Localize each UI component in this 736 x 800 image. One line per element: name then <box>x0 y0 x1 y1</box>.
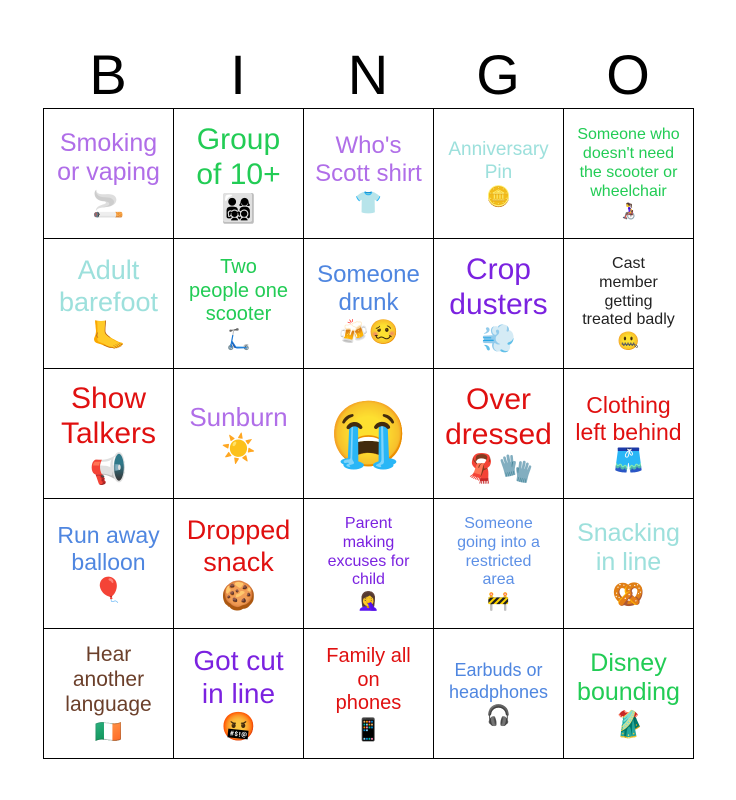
bingo-cell[interactable] <box>304 499 434 629</box>
cell-emoji-icon: 🤬 <box>221 711 256 743</box>
cell-emoji-icon: 🚧 <box>487 591 510 612</box>
bingo-cell[interactable] <box>174 499 304 629</box>
bingo-cell[interactable] <box>564 499 694 629</box>
bingo-cell[interactable] <box>44 499 174 629</box>
cell-emoji-icon: 🥻 <box>612 708 645 739</box>
cell-emoji-icon: 🤦‍♀️ <box>357 591 380 612</box>
cell-label: Group of 10+ <box>196 122 281 192</box>
cell-label: Cast member getting treated badly <box>582 254 675 329</box>
cell-label: Disney bounding <box>577 648 680 707</box>
cell-emoji-icon: 👨‍👩‍👧‍👦 <box>221 193 256 225</box>
cell-emoji-icon: 💨 <box>481 323 516 355</box>
bingo-cell[interactable] <box>434 239 564 369</box>
bingo-cell[interactable] <box>174 629 304 759</box>
cell-emoji-icon: 🦶 <box>91 319 126 351</box>
cell-label: Got cut in line <box>193 645 284 710</box>
cell-emoji-icon: 🇮🇪 <box>94 718 123 744</box>
bingo-cell[interactable] <box>304 629 434 759</box>
cell-label: Family all on phones <box>326 645 411 715</box>
cell-emoji-icon: 🥨 <box>612 578 645 609</box>
bingo-cell[interactable] <box>174 369 304 499</box>
cell-label: Smoking or vaping <box>57 128 160 187</box>
cell-emoji-icon: 👩‍🦽 <box>618 203 639 221</box>
cell-label: Sunburn <box>189 401 288 432</box>
bingo-cell[interactable] <box>434 629 564 759</box>
bingo-cell[interactable] <box>564 369 694 499</box>
cell-label: Adult barefoot <box>58 255 159 318</box>
cell-label: Someone drunk <box>317 260 420 317</box>
bingo-cell[interactable] <box>44 629 174 759</box>
header-letter-o: O <box>606 43 650 106</box>
cell-emoji-icon: 🧣🧤 <box>463 453 534 485</box>
cell-label: Who's Scott shirt <box>315 132 422 188</box>
header-letter-g: G <box>476 43 520 106</box>
cell-label: Crop dusters <box>449 252 548 322</box>
cell-label: Someone going into a restricted area <box>457 514 540 589</box>
cell-label: Run away balloon <box>57 522 160 576</box>
cell-label: Parent making excuses for child <box>327 514 410 589</box>
header-letter-i: I <box>230 43 246 106</box>
cell-label: Hear another language <box>65 643 152 716</box>
cell-label: Over dressed <box>445 382 552 452</box>
bingo-header <box>43 42 693 108</box>
bingo-cell[interactable] <box>44 369 174 499</box>
bingo-cell[interactable] <box>564 239 694 369</box>
cell-label: Dropped snack <box>186 515 291 578</box>
bingo-grid <box>43 108 694 759</box>
cell-emoji-icon: 🚬 <box>92 188 125 219</box>
bingo-cell[interactable] <box>44 239 174 369</box>
bingo-cell[interactable] <box>44 109 174 239</box>
cell-emoji-icon: 📱 <box>354 716 383 742</box>
bingo-cell[interactable] <box>434 369 564 499</box>
cell-emoji-icon: 😭 <box>328 398 409 471</box>
bingo-cell[interactable] <box>304 369 434 499</box>
cell-label: Clothing left behind <box>575 392 682 446</box>
bingo-cell[interactable] <box>304 109 434 239</box>
cell-emoji-icon: 🎈 <box>93 577 124 605</box>
bingo-cell[interactable] <box>434 499 564 629</box>
bingo-cell[interactable] <box>174 239 304 369</box>
cell-label: Show Talkers <box>60 381 157 450</box>
bingo-cell[interactable] <box>564 629 694 759</box>
cell-label: Two people one scooter <box>189 256 288 326</box>
cell-emoji-icon: 🛴 <box>226 328 251 351</box>
cell-emoji-icon: 👕 <box>354 189 383 215</box>
bingo-cell[interactable] <box>174 109 304 239</box>
bingo-cell[interactable] <box>434 109 564 239</box>
header-letter-n: N <box>347 43 389 106</box>
cell-label: Earbuds or headphones <box>448 660 549 702</box>
cell-emoji-icon: 🪙 <box>486 185 511 208</box>
cell-emoji-icon: 🤐 <box>617 331 640 352</box>
cell-label: Someone who doesn't need the scooter or wheelchair <box>577 125 680 200</box>
cell-emoji-icon: 🎧 <box>486 704 511 727</box>
cell-emoji-icon: ☀️ <box>221 433 256 465</box>
cell-emoji-icon: 🍪 <box>221 579 256 611</box>
bingo-cell[interactable] <box>564 109 694 239</box>
cell-label: Anniversary Pin <box>448 139 549 183</box>
cell-emoji-icon: 📢 <box>89 453 128 487</box>
cell-emoji-icon: 🩳 <box>613 447 644 475</box>
header-letter-b: B <box>89 43 127 106</box>
cell-label: Snacking in line <box>577 518 680 577</box>
bingo-cell[interactable] <box>304 239 434 369</box>
cell-emoji-icon: 🍻🥴 <box>338 318 399 346</box>
